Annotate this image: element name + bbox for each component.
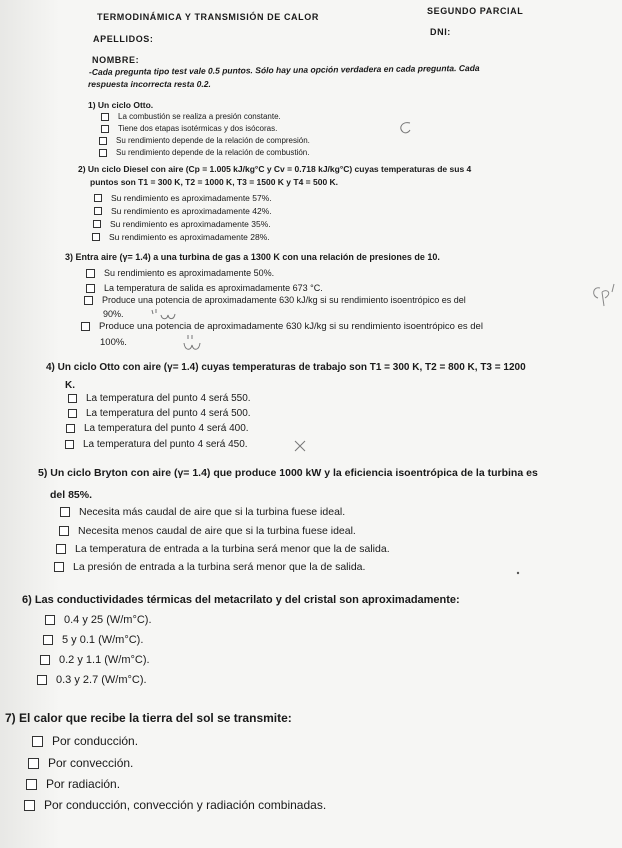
q2-option-d[interactable]: Su rendimiento es aproximadamente 28%. [92, 232, 270, 242]
question-5-line-1: 5) Un ciclo Bryton con aire (γ= 1.4) que produce 1000 kW y la eficiencia isoentrópica de la turbina es [38, 467, 538, 479]
q3-option-a[interactable]: Su rendimiento es aproximadamente 50%. [86, 268, 274, 278]
checkbox[interactable] [86, 269, 95, 278]
q1-option-b[interactable]: Tiene dos etapas isotérmicas y dos isócoras. [101, 124, 277, 133]
question-7: 7) El calor que recibe la tierra del sol se transmite: [5, 711, 292, 725]
q5-option-b[interactable]: Necesita menos caudal de aire que si la turbina fuese ideal. [59, 525, 356, 537]
checkbox[interactable] [101, 125, 109, 133]
q4-option-c[interactable]: La temperatura del punto 4 será 400. [66, 423, 249, 434]
q1-option-c[interactable]: Su rendimiento depende de la relación de compresión. [99, 136, 310, 145]
q7-option-a[interactable]: Por conducción. [32, 734, 138, 748]
nombre-label: NOMBRE: [92, 55, 140, 65]
q4-option-a[interactable]: La temperatura del punto 4 será 550. [68, 393, 251, 404]
q3-option-c-continuation: 90%. [103, 309, 124, 319]
checkbox[interactable] [37, 675, 47, 685]
checkbox[interactable] [66, 424, 75, 433]
q5-option-d[interactable]: La presión de entrada a la turbina será menor que la de salida. [54, 561, 365, 573]
exam-title: SEGUNDO PARCIAL [427, 6, 524, 16]
pencil-scribble-icon [182, 333, 204, 355]
q7-option-d[interactable]: Por conducción, convección y radiación combinadas. [24, 798, 326, 812]
pencil-scribble-icon [588, 278, 622, 308]
checkbox[interactable] [68, 394, 77, 403]
q1-option-a[interactable]: La combustión se realiza a presión constante. [101, 112, 281, 121]
q3-option-b[interactable]: La temperatura de salida es aproximadamente 673 °C. [86, 283, 323, 293]
checkbox[interactable] [101, 113, 109, 121]
checkbox[interactable] [99, 149, 107, 157]
q7-option-b[interactable]: Por convección. [28, 756, 133, 770]
checkbox[interactable] [81, 322, 90, 331]
apellidos-label: APELLIDOS: [93, 34, 154, 44]
checkbox[interactable] [84, 296, 93, 305]
question-2-line-1: 2) Un ciclo Diesel con aire (Cp = 1.005 kJ/kg°C y Cv = 0.718 kJ/kg°C) cuyas temperaturas de sus 4 [78, 164, 472, 174]
checkbox[interactable] [56, 544, 66, 554]
dot-mark [515, 570, 521, 576]
q7-option-c[interactable]: Por radiación. [26, 777, 120, 791]
q3-option-c[interactable]: Produce una potencia de aproximadamente 630 kJ/kg si su rendimiento isoentrópico es del [84, 295, 466, 305]
q4-option-d[interactable]: La temperatura del punto 4 será 450. [65, 439, 248, 450]
q5-option-a[interactable]: Necesita más caudal de aire que si la turbina fuese ideal. [60, 506, 345, 518]
question-4-line-1: 4) Un ciclo Otto con aire (γ= 1.4) cuyas temperaturas de trabajo son T1 = 300 K, T2 = 800 K, T3 = 1200 [46, 362, 526, 373]
dni-label: DNI: [430, 27, 451, 37]
checkbox[interactable] [99, 137, 107, 145]
cross-mark-icon [293, 439, 307, 453]
q2-option-c[interactable]: Su rendimiento es aproximadamente 35%. [93, 219, 271, 229]
q1-option-d[interactable]: Su rendimiento depende de la relación de combustión. [99, 148, 309, 157]
checkbox[interactable] [40, 655, 50, 665]
checkbox[interactable] [43, 635, 53, 645]
checkbox[interactable] [92, 233, 100, 241]
checkbox[interactable] [60, 507, 70, 517]
checkbox[interactable] [94, 207, 102, 215]
pencil-mark-icon [395, 120, 415, 136]
checkbox[interactable] [54, 562, 64, 572]
checkbox[interactable] [65, 440, 74, 449]
checkbox[interactable] [59, 526, 69, 536]
checkbox[interactable] [26, 779, 37, 790]
question-3: 3) Entra aire (γ= 1.4) a una turbina de gas a 1300 K con una relación de presiones de 10. [65, 252, 440, 262]
q6-option-d[interactable]: 0.3 y 2.7 (W/m°C). [37, 674, 147, 686]
pencil-scribble-icon [150, 306, 180, 322]
instructions-line-1: -Cada pregunta tipo test vale 0.5 puntos. Sólo hay una opción verdadera en cada pregunta. Cada [88, 62, 480, 77]
q2-option-a[interactable]: Su rendimiento es aproximadamente 57%. [94, 193, 272, 203]
checkbox[interactable] [86, 284, 95, 293]
question-6: 6) Las conductividades térmicas del metacrilato y del cristal son aproximadamente: [22, 594, 460, 606]
question-1: 1) Un ciclo Otto. [88, 100, 154, 110]
question-4-line-2: K. [65, 380, 75, 391]
checkbox[interactable] [45, 615, 55, 625]
q6-option-a[interactable]: 0.4 y 25 (W/m°C). [45, 614, 152, 626]
checkbox[interactable] [28, 758, 39, 769]
q3-option-d[interactable]: Produce una potencia de aproximadamente 630 kJ/kg si su rendimiento isoentrópico es del [81, 321, 483, 332]
instructions-line-2: respuesta incorrecta resta 0.2. [88, 79, 211, 89]
checkbox[interactable] [24, 800, 35, 811]
checkbox[interactable] [94, 194, 102, 202]
q6-option-b[interactable]: 5 y 0.1 (W/m°C). [43, 634, 143, 646]
q2-option-b[interactable]: Su rendimiento es aproximadamente 42%. [94, 206, 272, 216]
course-title: TERMODINÁMICA Y TRANSMISIÓN DE CALOR [97, 12, 319, 22]
checkbox[interactable] [68, 409, 77, 418]
q6-option-c[interactable]: 0.2 y 1.1 (W/m°C). [40, 654, 150, 666]
checkbox[interactable] [32, 736, 43, 747]
checkbox[interactable] [93, 220, 101, 228]
q5-option-c[interactable]: La temperatura de entrada a la turbina será menor que la de salida. [56, 543, 390, 555]
q3-option-d-continuation: 100%. [100, 337, 127, 348]
q4-option-b[interactable]: La temperatura del punto 4 será 500. [68, 408, 251, 419]
question-5-line-2: del 85%. [50, 489, 93, 501]
question-2-line-2: puntos son T1 = 300 K, T2 = 1000 K, T3 = 1500 K y T4 = 500 K. [90, 177, 339, 187]
